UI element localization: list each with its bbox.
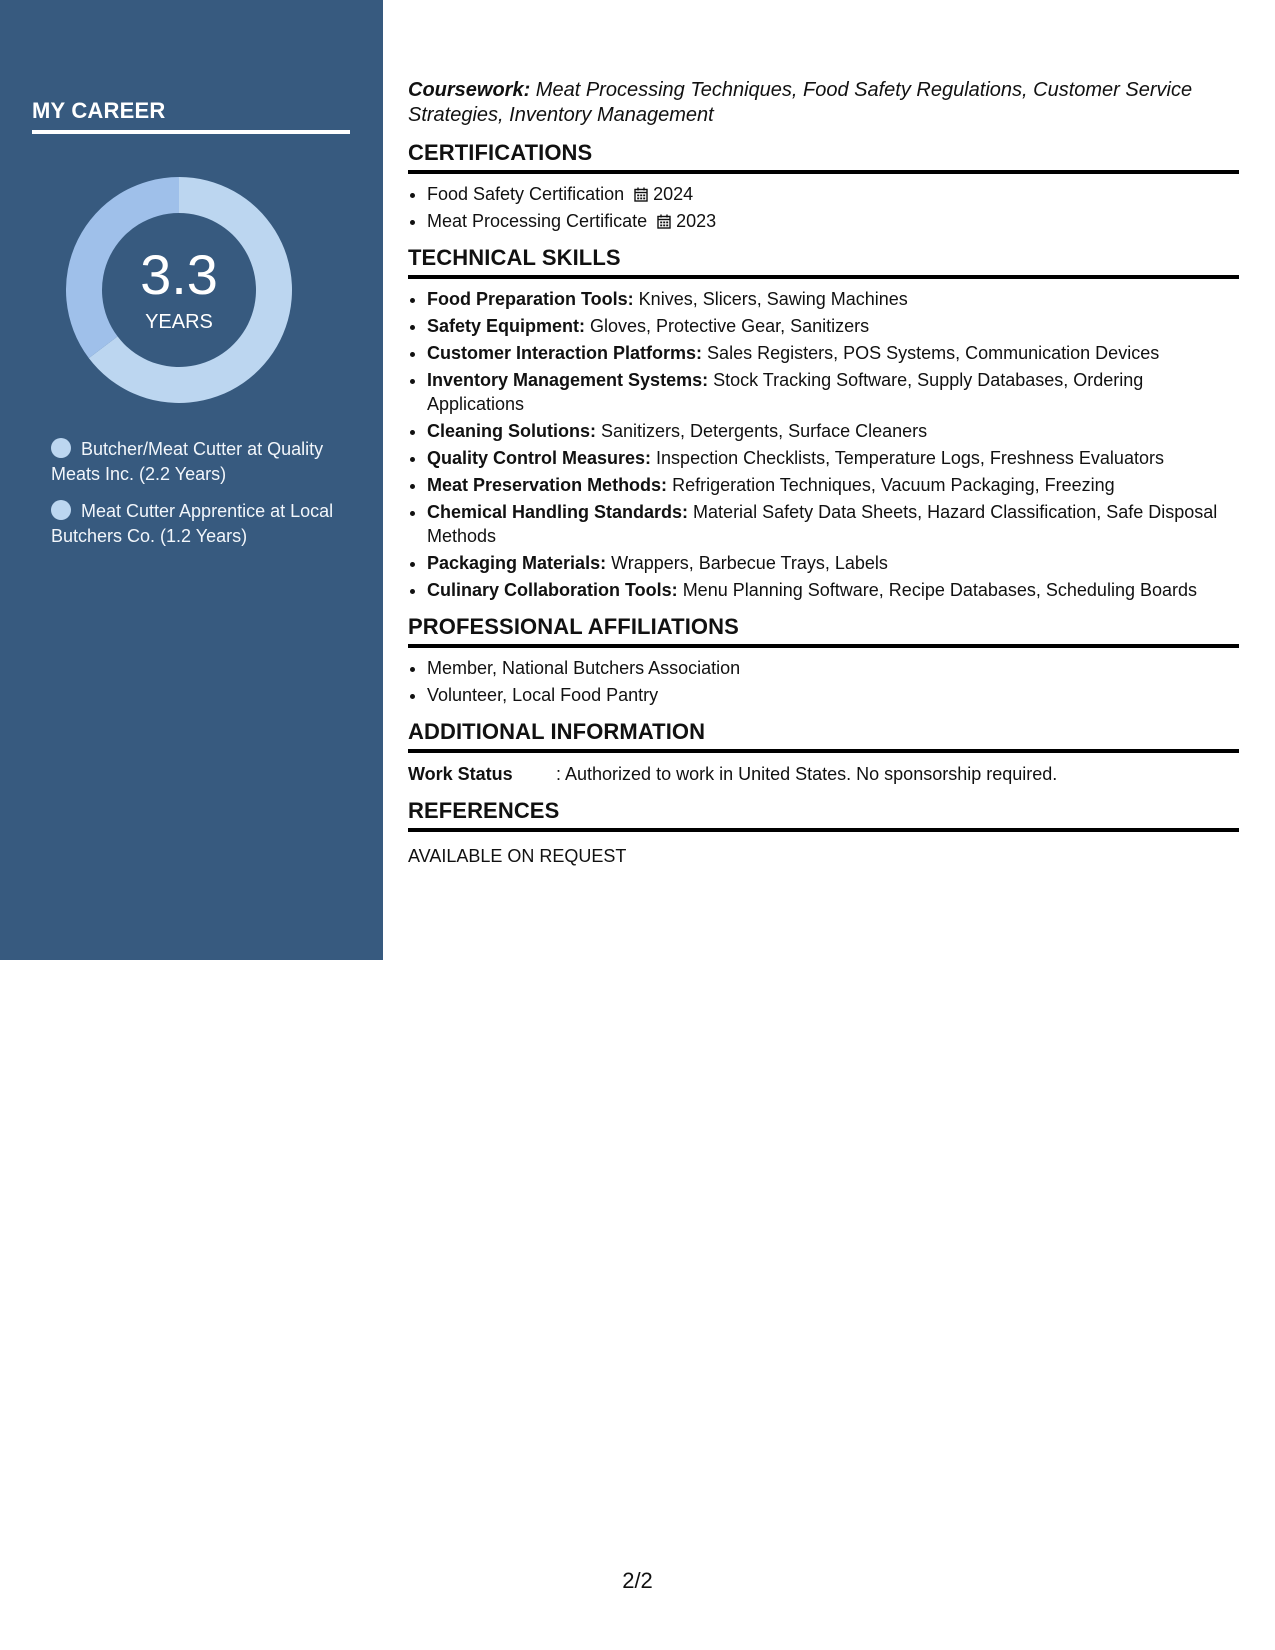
skill-label: Culinary Collaboration Tools:: [427, 580, 678, 600]
skill-value: Knives, Slicers, Sawing Machines: [633, 289, 908, 309]
coursework-text: Meat Processing Techniques, Food Safety Regulations, Customer Service Strategies, Inventory Management: [408, 79, 1193, 126]
skill-value: Sales Registers, POS Systems, Communication Devices: [702, 343, 1160, 363]
skill-value: Inspection Checklists, Temperature Logs, Freshness Evaluators: [651, 448, 1164, 468]
work-status: [408, 762, 1239, 786]
skill-value: Gloves, Protective Gear, Sanitizers: [585, 316, 870, 336]
skill-value: Sanitizers, Detergents, Surface Cleaners: [596, 421, 928, 441]
skill-value: Refrigeration Techniques, Vacuum Packaging, Freezing: [667, 475, 1115, 495]
skill-item: [427, 314, 1239, 338]
technical-skills-list: [408, 287, 1239, 602]
legend-dot-icon: [51, 438, 71, 458]
additional-info-heading: ADDITIONAL INFORMATION: [408, 719, 1239, 753]
skill-label: Safety Equipment:: [427, 316, 586, 336]
certification-year: 2023: [676, 211, 717, 231]
resume-main: [408, 78, 1239, 868]
certification-name: Meat Processing Certificate: [427, 211, 648, 231]
skill-label: Food Preparation Tools:: [427, 289, 634, 309]
certification-name: Food Safety Certification: [427, 184, 625, 204]
skill-item: [427, 446, 1239, 470]
work-status-label: Work Status: [408, 764, 513, 784]
certification-year: 2024: [653, 184, 694, 204]
certification-item: [427, 209, 1239, 233]
references-heading: REFERENCES: [408, 798, 1239, 832]
legend-item-job-1: [51, 437, 351, 487]
career-title: MY CAREER: [32, 98, 350, 134]
skill-label: Quality Control Measures:: [427, 448, 652, 468]
total-years-unit: YEARS: [145, 311, 213, 333]
total-years-value: 3.3: [140, 243, 218, 306]
skill-item: [427, 578, 1239, 602]
skill-label: Chemical Handling Standards:: [427, 502, 689, 522]
skill-item: [427, 473, 1239, 497]
certifications-list: [408, 182, 1239, 233]
career-sidebar: [0, 0, 383, 960]
skill-value: Menu Planning Software, Recipe Databases, Scheduling Boards: [677, 580, 1197, 600]
affiliations-list: [408, 656, 1239, 707]
legend-dot-icon: [51, 500, 71, 520]
skill-label: Inventory Management Systems:: [427, 370, 709, 390]
skill-item: [427, 287, 1239, 311]
skill-item: [427, 368, 1239, 416]
affiliations-heading: PROFESSIONAL AFFILIATIONS: [408, 614, 1239, 648]
work-status-value: : Authorized to work in United States. No sponsorship required.: [556, 764, 1058, 784]
certification-item: [427, 182, 1239, 206]
skill-item: [427, 500, 1239, 548]
skill-value: Stock Tracking Software, Supply Databases, Ordering Applications: [427, 370, 1144, 414]
calendar-icon: [634, 187, 648, 202]
calendar-icon: [657, 214, 671, 229]
skill-item: [427, 341, 1239, 365]
affiliation-item: • Member, National Butchers Association: [427, 656, 1239, 680]
skill-value: Wrappers, Barbecue Trays, Labels: [606, 553, 888, 573]
legend-item-job-2: [51, 499, 351, 549]
career-legend: [51, 437, 351, 561]
skill-label: Packaging Materials:: [427, 553, 607, 573]
legend-label: Butcher/Meat Cutter at Quality Meats Inc. (2.2 Years): [51, 439, 324, 484]
skill-label: Meat Preservation Methods:: [427, 475, 668, 495]
skill-value: Material Safety Data Sheets, Hazard Classification, Safe Disposal Methods: [427, 502, 1218, 546]
technical-skills-heading: TECHNICAL SKILLS: [408, 245, 1239, 279]
coursework: [408, 78, 1239, 128]
legend-label: Meat Cutter Apprentice at Local Butchers Co. (1.2 Years): [51, 501, 334, 546]
references-text: AVAILABLE ON REQUEST: [408, 846, 627, 866]
skill-item: [427, 551, 1239, 575]
certifications-heading: CERTIFICATIONS: [408, 140, 1239, 174]
affiliation-item: • Volunteer, Local Food Pantry: [427, 683, 1239, 707]
page-number: 2/2: [622, 1568, 653, 1593]
skill-label: Cleaning Solutions:: [427, 421, 596, 441]
skill-label: Customer Interaction Platforms:: [427, 343, 703, 363]
coursework-label: Coursework:: [408, 79, 531, 101]
career-donut-chart: [66, 177, 292, 403]
skill-item: [427, 419, 1239, 443]
